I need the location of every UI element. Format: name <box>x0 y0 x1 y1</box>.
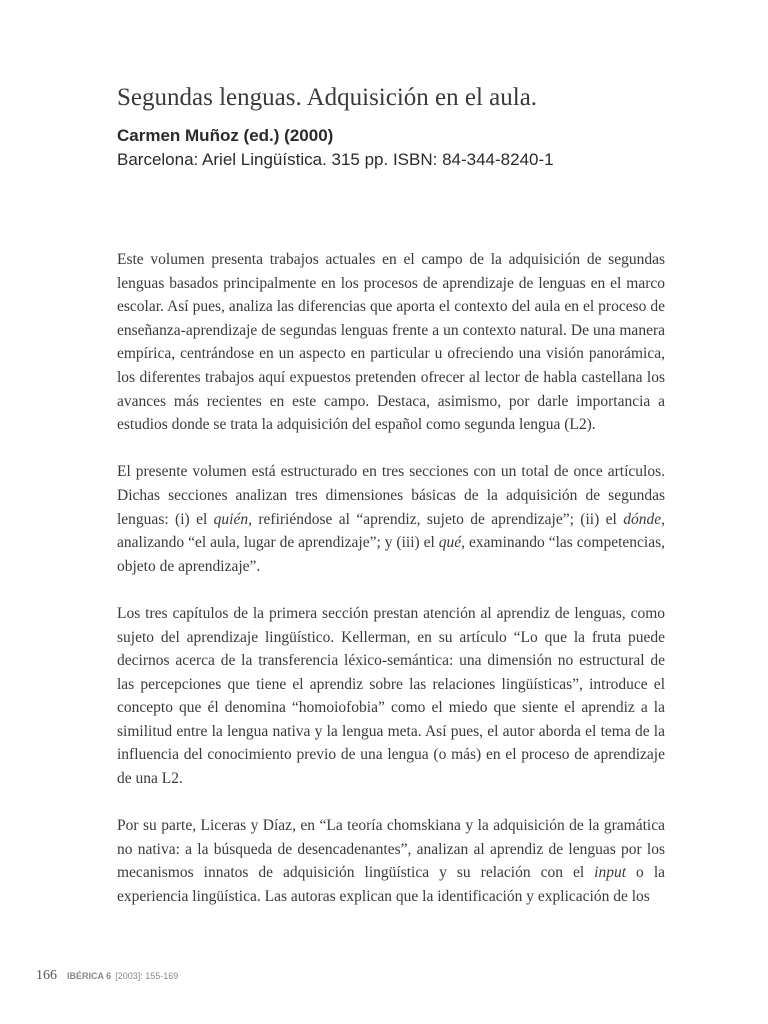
book-publication-info: Barcelona: Ariel Lingüística. 315 pp. ISBN: 84-344-8240-1 <box>117 150 554 169</box>
journal-name: IBÉRICA 6 <box>67 971 112 981</box>
page-number: 166 <box>36 968 57 983</box>
paragraph-4 <box>117 814 665 908</box>
paragraph-2-italic-quien: quién <box>213 510 249 528</box>
paragraph-2-text-4: , examinando “las competencias, objeto de aprendizaje”. <box>117 534 665 575</box>
paragraph-2-text-3: , analizando “el aula, lugar de aprendizaje”; y (iii) el <box>117 510 665 552</box>
paragraph-2-text-1: El presente volumen está estructurado en tres secciones con un total de once artículos. Dichas secciones analizan tres dimensiones básicas de la adquisición de segundas lenguas: (i) el <box>117 463 665 528</box>
paragraph-3: Los tres capítulos de la primera sección prestan atención al aprendiz de lenguas, como sujeto del aprendizaje lingüístico. Kellerman, en su artículo “Lo que la fruta puede decirnos acerca de la transferencia léxico-semántica: una dimensión no estructural de las percepciones que tiene el aprendiz sobre las relaciones lingüísticas”, introduce el concepto que él denomina “homoiofobia” como el miedo que siente el aprendiz a la similitud entre la lengua nativa y la lengua meta. Así pues, el autor aborda el tema de la influencia del conocimiento previo de una lengua (o más) en el proceso de aprendizaje de una L2. <box>117 604 665 788</box>
paragraph-4-text-1: Por su parte, Liceras y Díaz, en “La teoría chomskiana y la adquisición de la gramática no nativa: a la búsqueda de desencadenantes”, analizan al aprendiz de lenguas por los mecanismos innatos de adquisición lingüística y su relación con el <box>117 817 665 882</box>
page-footer <box>36 966 178 984</box>
paragraph-2 <box>117 460 665 578</box>
paragraph-2-italic-que: qué <box>438 534 462 552</box>
journal-reference: [2003]: 155-169 <box>115 971 179 981</box>
book-author: Carmen Muñoz (ed.) (2000) <box>117 126 334 145</box>
paragraph-2-text-2: , refiriéndose al “aprendiz, sujeto de aprendizaje”; (ii) el <box>248 510 624 528</box>
paragraph-1: Este volumen presenta trabajos actuales en el campo de la adquisición de segundas lenguas basados principalmente en los procesos de aprendizaje de lenguas en el marco escolar. Así pues, analiza las diferencias que aporta el contexto del aula en el proceso de enseñanza-aprendizaje de segundas lenguas frente a un contexto natural. De una manera empírica, centrándose en un aspecto en particular u ofreciendo una visión panorámica, los diferentes trabajos aquí expuestos pretenden ofrecer al lector de habla castellana los avances más recientes en este campo. Destaca, asimismo, por darle importancia a estudios donde se trata la adquisición del español como segunda lengua (L2). <box>117 251 665 434</box>
paragraph-2-italic-donde: dónde <box>623 510 662 528</box>
review-body <box>117 248 665 932</box>
paragraph-4-italic-input: input <box>594 864 627 882</box>
paragraph-4-text-2: o la experiencia lingüística. Las autoras explican que la identificación y explicación de los <box>117 864 666 906</box>
book-title: Segundas lenguas. Adquisición en el aula. <box>117 84 538 111</box>
